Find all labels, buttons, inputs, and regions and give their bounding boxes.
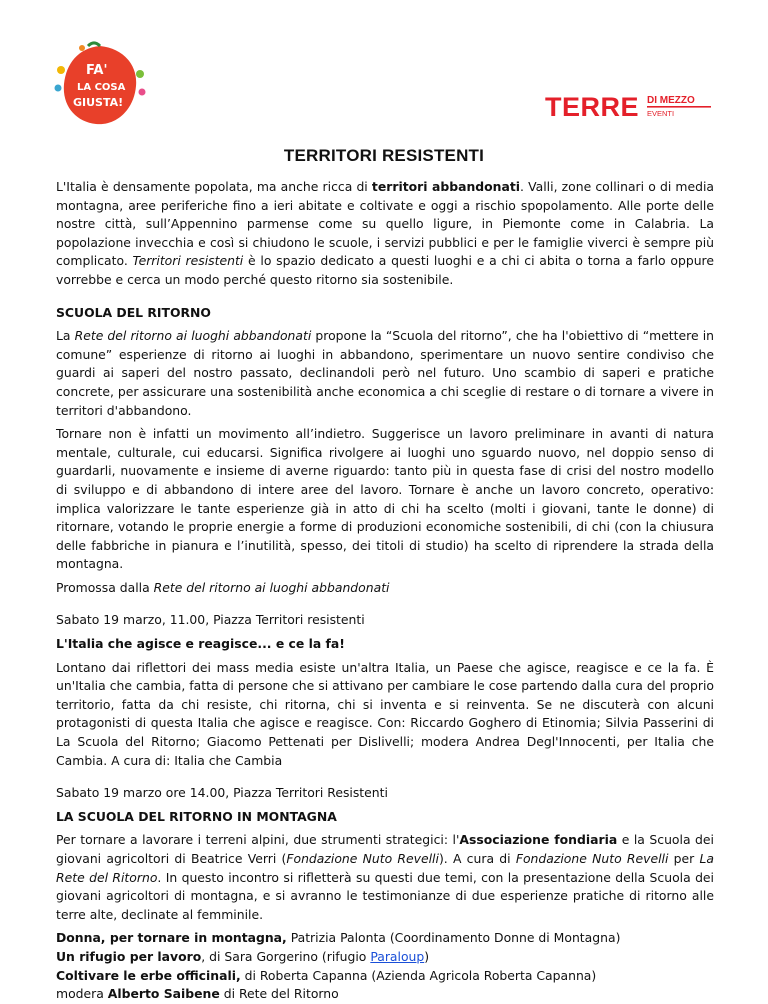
logo-dot	[136, 70, 144, 78]
fa-la-cosa-giusta-logo	[52, 40, 148, 130]
intro-paragraph: L'Italia è densamente popolata, ma anche ricca di territori abbandonati. Valli, zone collinari o di media montagna, aree periferiche fino a ieri abitate e coltivate e oggi a rischio spopolamento. Alle porte delle nostre città, sull’Appennino parmense come su quello ligure, in Piemonte come in Calabria. La popolazione invecchia e così si chiudono le scuole, i servizi pubblici e per le famiglie viverci è sempre più complicato. Territori resistenti è lo spazio dedicato a questi luoghi e a chi ci abita o torna a farlo oppure vorrebbe e cerca un modo perché questo ritorno sia sostenibile.	[56, 179, 714, 287]
logo-dot	[79, 45, 85, 51]
section-heading-scuola: SCUOLA DEL RITORNO	[56, 304, 211, 320]
logo-dot	[57, 66, 65, 74]
speaker-line-3: Coltivare le erbe officinali, di Roberta Capanna (Azienda Agricola Roberta Capanna)	[56, 967, 597, 983]
logo-di-mezzo-text: DI MEZZO	[647, 95, 695, 106]
scuola-promoter: Promossa dalla Rete del ritorno ai luoghi abbandonati	[56, 579, 390, 595]
speaker-line-2: Un rifugio per lavoro, di Sara Gorgerino (rifugio Paraloup)	[56, 948, 430, 964]
moderator-line: modera Alberto Saibene di Rete del Ritorno	[56, 986, 339, 1002]
event1-description: Lontano dai riflettori dei mass media esiste un'altra Italia, un Paese che agisce, reagisce e ce la fa. È un'Italia che cambia, fatta di persone che si attivano per cambiare le cose partendo dalla cura del proprio territorio, fatta da chi resiste, chi ritorna, chi si inventa e si reinventa. Se ne discuterà con alcuni protagonisti di questa Italia che agisce e reagisce. Con: Riccardo Goghero di Etinomia; Silvia Passerini di La Scuola del Ritorno; Giacomo Pettenati per Dislivelli; modera Andrea Degl'Innocenti, per Italia che Cambia. A cura di: Italia che Cambia	[56, 659, 714, 768]
event2-description: Per tornare a lavorare i terreni alpini, due strumenti strategici: l'Associazione fondiaria e la Scuola dei giovani agricoltori di Beatrice Verri (Fondazione Nuto Revelli). A cura di Fondazione Nuto Revelli per La Rete del Ritorno. In questo incontro si rifletterà su questi due temi, con la presentazione della Scuola dei giovani agricoltori di montagna, e si avranno le testimonianze di due esperienze pratiche di ritorno alle terre alte, declinate al femminile.	[56, 832, 714, 922]
document-body	[56, 178, 714, 1004]
event1-datetime: Sabato 19 marzo, 11.00, Piazza Territori resistenti	[56, 612, 365, 628]
logo-text-line: FA'	[86, 63, 108, 78]
speaker-line-1: Donna, per tornare in montagna, Patrizia Palonta (Coordinamento Donne di Montagna)	[56, 930, 621, 946]
logo-text-line: GIUSTA!	[73, 96, 124, 109]
terre-di-mezzo-logo	[545, 92, 713, 120]
logo-dot	[55, 85, 62, 92]
logo-terre-text: TERRE	[545, 92, 640, 120]
logo-text-line: LA COSA	[77, 82, 126, 93]
logo-eventi-text: EVENTI	[647, 109, 675, 118]
paraloup-link[interactable]: Paraloup	[370, 948, 425, 964]
scuola-paragraph: La Rete del ritorno ai luoghi abbandonati propone la “Scuola del ritorno”, che ha l'obiettivo di “mettere in comune” esperienze di ritorno ai luoghi in abbandono, sperimentare un nuovo sentire condiviso che guardi ai saperi del nostro passato, declinandoli però nel futuro. Uno scambio di saperi e pratiche concrete, per assicurare una sostenibilità anche economica a chi sceglie di restare o di tornare a vivere in territori d'abbandono.	[56, 328, 714, 418]
event2-title: LA SCUOLA DEL RITORNO IN MONTAGNA	[56, 808, 337, 824]
event2-datetime: Sabato 19 marzo ore 14.00, Piazza Territori Resistenti	[56, 785, 388, 801]
scuola-paragraph-2: Tornare non è infatti un movimento all’indietro. Suggerisce un lavoro preliminare in avanti di natura mentale, culturale, cui educarsi. Significa rivolgere ai luoghi uno sguardo nuovo, nel doppio senso di guardarli, nuovamente e insieme di averne riguardo: tanto più in questa fase di crisi del nostro modello di sviluppo e di abbandono di intere aree del lavoro. Tornare è anche un lavoro concreto, operativo: implica valorizzare le tante esperienze già in atto di chi ha scelto (molti i giovani, tante le donne) di ritornare, votando le proprie energie a forme di produzioni economiche sostenibili, di chi (con la chiusura delle fabbriche in pianura e l’inutilità, spesso, dei titoli di studio) ha scelto di riprendere la strada della montagna.	[56, 426, 714, 572]
logo-dot	[139, 89, 146, 96]
page-title: TERRITORI RESISTENTI	[283, 146, 485, 165]
event1-title: L'Italia che agisce e reagisce... e ce la fa!	[56, 636, 345, 652]
